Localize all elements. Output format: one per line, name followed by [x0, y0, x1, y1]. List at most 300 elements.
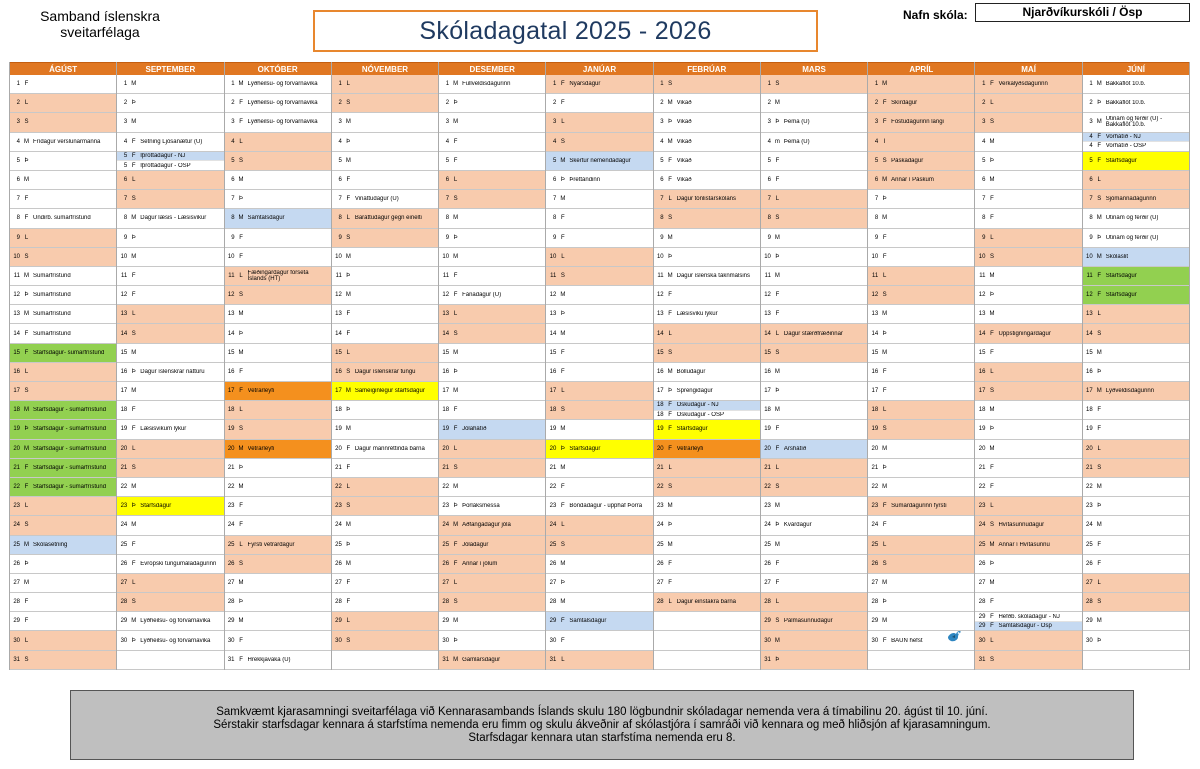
day-cell[interactable]: [439, 401, 545, 420]
day-cell[interactable]: [975, 401, 1081, 420]
day-cell[interactable]: [225, 94, 331, 113]
day-cell[interactable]: [10, 440, 116, 459]
day-cell[interactable]: [546, 536, 652, 555]
day-cell[interactable]: [117, 229, 223, 248]
day-cell[interactable]: [654, 574, 760, 593]
day-cell[interactable]: [761, 593, 867, 612]
day-cell[interactable]: [654, 478, 760, 497]
day-cell[interactable]: [439, 248, 545, 267]
day-cell[interactable]: [117, 459, 223, 478]
day-cell[interactable]: [761, 305, 867, 324]
day-cell[interactable]: [868, 75, 974, 94]
day-cell[interactable]: [975, 113, 1081, 132]
day-cell[interactable]: [1083, 478, 1189, 497]
day-cell[interactable]: [654, 190, 760, 209]
day-cell[interactable]: [225, 536, 331, 555]
day-cell[interactable]: [546, 248, 652, 267]
day-cell[interactable]: [225, 651, 331, 670]
day-cell[interactable]: [332, 497, 438, 516]
day-cell[interactable]: [868, 171, 974, 190]
day-cell[interactable]: [332, 248, 438, 267]
day-cell[interactable]: [546, 516, 652, 535]
day-cell[interactable]: [225, 305, 331, 324]
day-cell[interactable]: [439, 478, 545, 497]
day-cell[interactable]: [868, 516, 974, 535]
day-cell[interactable]: [332, 612, 438, 631]
day-cell[interactable]: [761, 75, 867, 94]
day-cell[interactable]: [546, 133, 652, 152]
day-cell[interactable]: [332, 305, 438, 324]
day-cell[interactable]: [117, 286, 223, 305]
day-cell[interactable]: [439, 171, 545, 190]
day-cell[interactable]: [10, 344, 116, 363]
day-cell[interactable]: [439, 536, 545, 555]
day-cell[interactable]: [761, 209, 867, 228]
day-cell[interactable]: [654, 75, 760, 94]
day-cell[interactable]: [975, 593, 1081, 612]
day-cell[interactable]: [654, 267, 760, 286]
day-cell[interactable]: [975, 305, 1081, 324]
day-cell[interactable]: [654, 459, 760, 478]
day-cell[interactable]: [546, 440, 652, 459]
day-cell[interactable]: [332, 536, 438, 555]
day-cell[interactable]: [868, 593, 974, 612]
day-cell[interactable]: [225, 631, 331, 650]
day-cell[interactable]: [761, 651, 867, 670]
day-cell[interactable]: [10, 555, 116, 574]
day-cell[interactable]: [439, 420, 545, 439]
day-cell[interactable]: [332, 574, 438, 593]
day-cell[interactable]: [868, 574, 974, 593]
day-cell[interactable]: [332, 593, 438, 612]
day-cell[interactable]: [332, 286, 438, 305]
day-cell[interactable]: [546, 401, 652, 420]
day-cell[interactable]: [654, 229, 760, 248]
day-cell[interactable]: [10, 478, 116, 497]
day-cell[interactable]: [975, 94, 1081, 113]
day-cell[interactable]: [439, 516, 545, 535]
day-cell[interactable]: [117, 133, 223, 152]
day-cell[interactable]: [332, 420, 438, 439]
day-cell[interactable]: [10, 305, 116, 324]
day-cell[interactable]: [439, 305, 545, 324]
day-cell[interactable]: [761, 344, 867, 363]
day-cell[interactable]: [975, 344, 1081, 363]
day-cell[interactable]: [975, 555, 1081, 574]
day-cell[interactable]: [332, 209, 438, 228]
day-cell[interactable]: [654, 324, 760, 343]
day-cell[interactable]: [654, 171, 760, 190]
day-cell[interactable]: [868, 420, 974, 439]
day-cell[interactable]: [975, 324, 1081, 343]
day-cell[interactable]: [439, 190, 545, 209]
day-cell[interactable]: [332, 382, 438, 401]
day-cell[interactable]: [546, 382, 652, 401]
day-cell[interactable]: [117, 478, 223, 497]
day-cell[interactable]: [10, 113, 116, 132]
day-cell[interactable]: [975, 286, 1081, 305]
day-cell[interactable]: [975, 631, 1081, 650]
day-cell[interactable]: [761, 555, 867, 574]
day-cell[interactable]: [332, 344, 438, 363]
day-cell[interactable]: [546, 229, 652, 248]
day-cell[interactable]: [10, 171, 116, 190]
day-cell[interactable]: [117, 612, 223, 631]
day-cell[interactable]: [546, 190, 652, 209]
day-cell[interactable]: [439, 94, 545, 113]
day-cell[interactable]: [654, 286, 760, 305]
day-cell[interactable]: [975, 516, 1081, 535]
day-cell[interactable]: [1083, 305, 1189, 324]
day-cell[interactable]: [546, 574, 652, 593]
day-cell[interactable]: [975, 382, 1081, 401]
day-cell[interactable]: [546, 497, 652, 516]
day-cell[interactable]: [225, 478, 331, 497]
day-cell[interactable]: [225, 401, 331, 420]
day-cell[interactable]: [117, 363, 223, 382]
day-cell[interactable]: [439, 440, 545, 459]
day-cell[interactable]: [1083, 190, 1189, 209]
day-cell[interactable]: [546, 209, 652, 228]
day-cell[interactable]: [439, 324, 545, 343]
day-cell[interactable]: [761, 171, 867, 190]
day-cell[interactable]: [546, 324, 652, 343]
day-cell[interactable]: [10, 459, 116, 478]
day-cell[interactable]: [117, 113, 223, 132]
day-cell[interactable]: [975, 497, 1081, 516]
day-cell[interactable]: [868, 536, 974, 555]
day-cell[interactable]: [1083, 94, 1189, 113]
day-cell[interactable]: [654, 94, 760, 113]
day-cell[interactable]: [546, 651, 652, 670]
day-cell[interactable]: [1083, 75, 1189, 94]
day-cell[interactable]: [868, 440, 974, 459]
day-cell[interactable]: [654, 593, 760, 612]
day-cell[interactable]: [225, 574, 331, 593]
day-cell[interactable]: [761, 536, 867, 555]
day-cell[interactable]: [1083, 401, 1189, 420]
day-cell[interactable]: [117, 190, 223, 209]
day-cell[interactable]: [439, 382, 545, 401]
day-cell[interactable]: [332, 440, 438, 459]
day-cell[interactable]: [117, 536, 223, 555]
day-cell[interactable]: [868, 324, 974, 343]
day-cell[interactable]: [546, 152, 652, 171]
day-cell[interactable]: [439, 631, 545, 650]
day-cell[interactable]: [868, 555, 974, 574]
day-cell[interactable]: [761, 94, 867, 113]
day-cell[interactable]: [332, 152, 438, 171]
day-cell[interactable]: [868, 401, 974, 420]
day-cell[interactable]: [225, 459, 331, 478]
day-cell[interactable]: [10, 190, 116, 209]
day-cell[interactable]: [868, 152, 974, 171]
school-name-field[interactable]: Njarðvíkurskóli / Ösp: [975, 3, 1190, 22]
day-cell[interactable]: [10, 75, 116, 94]
day-cell[interactable]: [10, 209, 116, 228]
day-cell[interactable]: [761, 401, 867, 420]
day-cell[interactable]: [975, 229, 1081, 248]
day-cell[interactable]: [975, 190, 1081, 209]
day-cell[interactable]: [761, 574, 867, 593]
day-cell[interactable]: [1083, 344, 1189, 363]
day-cell[interactable]: [546, 305, 652, 324]
day-cell[interactable]: [225, 133, 331, 152]
day-cell[interactable]: [654, 305, 760, 324]
day-cell[interactable]: [546, 631, 652, 650]
day-cell[interactable]: [975, 420, 1081, 439]
day-cell[interactable]: [761, 286, 867, 305]
day-cell[interactable]: [1083, 324, 1189, 343]
day-cell[interactable]: [761, 497, 867, 516]
day-cell[interactable]: [546, 94, 652, 113]
day-cell[interactable]: [225, 113, 331, 132]
day-cell[interactable]: [654, 344, 760, 363]
day-cell[interactable]: [10, 133, 116, 152]
day-cell[interactable]: [1083, 497, 1189, 516]
day-cell[interactable]: [439, 459, 545, 478]
day-cell[interactable]: [439, 593, 545, 612]
day-cell[interactable]: [439, 113, 545, 132]
day-cell[interactable]: [117, 574, 223, 593]
day-cell[interactable]: [117, 593, 223, 612]
day-cell[interactable]: [10, 612, 116, 631]
day-cell[interactable]: [225, 209, 331, 228]
day-cell[interactable]: [761, 248, 867, 267]
day-cell[interactable]: [117, 401, 223, 420]
day-cell[interactable]: [332, 478, 438, 497]
day-cell[interactable]: [1083, 286, 1189, 305]
day-cell[interactable]: [868, 459, 974, 478]
day-cell[interactable]: [117, 248, 223, 267]
day-cell[interactable]: [117, 267, 223, 286]
day-cell[interactable]: [117, 152, 223, 171]
day-cell[interactable]: [117, 171, 223, 190]
day-cell[interactable]: [654, 536, 760, 555]
day-cell[interactable]: [332, 75, 438, 94]
day-cell[interactable]: [10, 574, 116, 593]
day-cell[interactable]: [439, 152, 545, 171]
day-cell[interactable]: [868, 305, 974, 324]
day-cell[interactable]: [975, 363, 1081, 382]
day-cell[interactable]: [1083, 171, 1189, 190]
day-cell[interactable]: [654, 401, 760, 420]
day-cell[interactable]: [1083, 631, 1189, 650]
day-cell[interactable]: [225, 344, 331, 363]
day-cell[interactable]: [654, 248, 760, 267]
day-cell[interactable]: [117, 420, 223, 439]
day-cell[interactable]: [654, 209, 760, 228]
day-cell[interactable]: [975, 209, 1081, 228]
day-cell[interactable]: [546, 555, 652, 574]
day-cell[interactable]: [654, 152, 760, 171]
day-cell[interactable]: [546, 286, 652, 305]
day-cell[interactable]: [1083, 593, 1189, 612]
day-cell[interactable]: [439, 133, 545, 152]
day-cell[interactable]: [332, 631, 438, 650]
day-cell[interactable]: [117, 75, 223, 94]
day-cell[interactable]: [10, 324, 116, 343]
day-cell[interactable]: [654, 516, 760, 535]
day-cell[interactable]: [975, 459, 1081, 478]
day-cell[interactable]: [10, 248, 116, 267]
day-cell[interactable]: [225, 516, 331, 535]
day-cell[interactable]: [654, 382, 760, 401]
day-cell[interactable]: [546, 344, 652, 363]
day-cell[interactable]: [225, 152, 331, 171]
day-cell[interactable]: [868, 363, 974, 382]
day-cell[interactable]: [117, 440, 223, 459]
day-cell[interactable]: [439, 75, 545, 94]
day-cell[interactable]: [439, 555, 545, 574]
day-cell[interactable]: [546, 171, 652, 190]
day-cell[interactable]: [761, 152, 867, 171]
day-cell[interactable]: [761, 631, 867, 650]
day-cell[interactable]: [225, 420, 331, 439]
day-cell[interactable]: [332, 363, 438, 382]
day-cell[interactable]: [332, 229, 438, 248]
day-cell[interactable]: [10, 536, 116, 555]
day-cell[interactable]: [975, 152, 1081, 171]
day-cell[interactable]: [546, 113, 652, 132]
day-cell[interactable]: [117, 344, 223, 363]
day-cell[interactable]: [654, 420, 760, 439]
day-cell[interactable]: [975, 248, 1081, 267]
day-cell[interactable]: [10, 631, 116, 650]
day-cell[interactable]: [654, 113, 760, 132]
day-cell[interactable]: [868, 190, 974, 209]
day-cell[interactable]: [654, 555, 760, 574]
day-cell[interactable]: [546, 593, 652, 612]
day-cell[interactable]: [1083, 267, 1189, 286]
day-cell[interactable]: [332, 555, 438, 574]
day-cell[interactable]: [225, 612, 331, 631]
day-cell[interactable]: [868, 267, 974, 286]
day-cell[interactable]: [546, 363, 652, 382]
day-cell[interactable]: [117, 305, 223, 324]
day-cell[interactable]: [10, 401, 116, 420]
day-cell[interactable]: [868, 133, 974, 152]
day-cell[interactable]: [1083, 516, 1189, 535]
day-cell[interactable]: [439, 612, 545, 631]
day-cell[interactable]: [117, 516, 223, 535]
day-cell[interactable]: [10, 363, 116, 382]
day-cell[interactable]: [10, 420, 116, 439]
day-cell[interactable]: [868, 478, 974, 497]
day-cell[interactable]: [332, 267, 438, 286]
day-cell[interactable]: [1083, 459, 1189, 478]
day-cell[interactable]: [975, 75, 1081, 94]
day-cell[interactable]: [225, 75, 331, 94]
day-cell[interactable]: [868, 286, 974, 305]
day-cell[interactable]: [868, 248, 974, 267]
day-cell[interactable]: [225, 229, 331, 248]
day-cell[interactable]: [761, 459, 867, 478]
day-cell[interactable]: [868, 344, 974, 363]
day-cell[interactable]: [1083, 420, 1189, 439]
day-cell[interactable]: [332, 459, 438, 478]
day-cell[interactable]: [117, 555, 223, 574]
day-cell[interactable]: [10, 152, 116, 171]
day-cell[interactable]: [10, 516, 116, 535]
day-cell[interactable]: [225, 555, 331, 574]
day-cell[interactable]: [654, 497, 760, 516]
day-cell[interactable]: [117, 497, 223, 516]
day-cell[interactable]: [10, 593, 116, 612]
day-cell[interactable]: [225, 497, 331, 516]
day-cell[interactable]: [1083, 440, 1189, 459]
day-cell[interactable]: [761, 229, 867, 248]
day-cell[interactable]: [117, 631, 223, 650]
day-cell[interactable]: [439, 497, 545, 516]
day-cell[interactable]: [761, 478, 867, 497]
day-cell[interactable]: [654, 363, 760, 382]
day-cell[interactable]: [225, 286, 331, 305]
day-cell[interactable]: [546, 612, 652, 631]
day-cell[interactable]: [225, 363, 331, 382]
day-cell[interactable]: [439, 574, 545, 593]
day-cell[interactable]: [1083, 229, 1189, 248]
day-cell[interactable]: [439, 651, 545, 670]
day-cell[interactable]: [1083, 536, 1189, 555]
day-cell[interactable]: [1083, 248, 1189, 267]
day-cell[interactable]: [10, 382, 116, 401]
day-cell[interactable]: [975, 536, 1081, 555]
day-cell[interactable]: [761, 267, 867, 286]
day-cell[interactable]: [332, 190, 438, 209]
day-cell[interactable]: [761, 133, 867, 152]
day-cell[interactable]: [761, 190, 867, 209]
day-cell[interactable]: [761, 363, 867, 382]
day-cell[interactable]: [761, 612, 867, 631]
day-cell[interactable]: [761, 324, 867, 343]
day-cell[interactable]: [975, 267, 1081, 286]
day-cell[interactable]: [225, 593, 331, 612]
day-cell[interactable]: [1083, 133, 1189, 152]
day-cell[interactable]: [975, 574, 1081, 593]
day-cell[interactable]: [332, 324, 438, 343]
day-cell[interactable]: [117, 324, 223, 343]
day-cell[interactable]: [546, 75, 652, 94]
day-cell[interactable]: [10, 267, 116, 286]
day-cell[interactable]: [975, 478, 1081, 497]
day-cell[interactable]: [546, 478, 652, 497]
day-cell[interactable]: [225, 324, 331, 343]
day-cell[interactable]: [117, 382, 223, 401]
day-cell[interactable]: [10, 94, 116, 113]
day-cell[interactable]: [1083, 382, 1189, 401]
day-cell[interactable]: [439, 209, 545, 228]
day-cell[interactable]: [868, 209, 974, 228]
day-cell[interactable]: [1083, 152, 1189, 171]
day-cell[interactable]: [225, 171, 331, 190]
day-cell[interactable]: [439, 267, 545, 286]
day-cell[interactable]: [1083, 113, 1189, 132]
day-cell[interactable]: [868, 94, 974, 113]
day-cell[interactable]: [10, 497, 116, 516]
day-cell[interactable]: [332, 133, 438, 152]
day-cell[interactable]: [975, 171, 1081, 190]
day-cell[interactable]: [439, 363, 545, 382]
day-cell[interactable]: [332, 94, 438, 113]
day-cell[interactable]: [868, 497, 974, 516]
day-cell[interactable]: [10, 286, 116, 305]
day-cell[interactable]: [439, 286, 545, 305]
day-cell[interactable]: [761, 440, 867, 459]
day-cell[interactable]: [117, 94, 223, 113]
day-cell[interactable]: [975, 612, 1081, 631]
day-cell[interactable]: [761, 420, 867, 439]
